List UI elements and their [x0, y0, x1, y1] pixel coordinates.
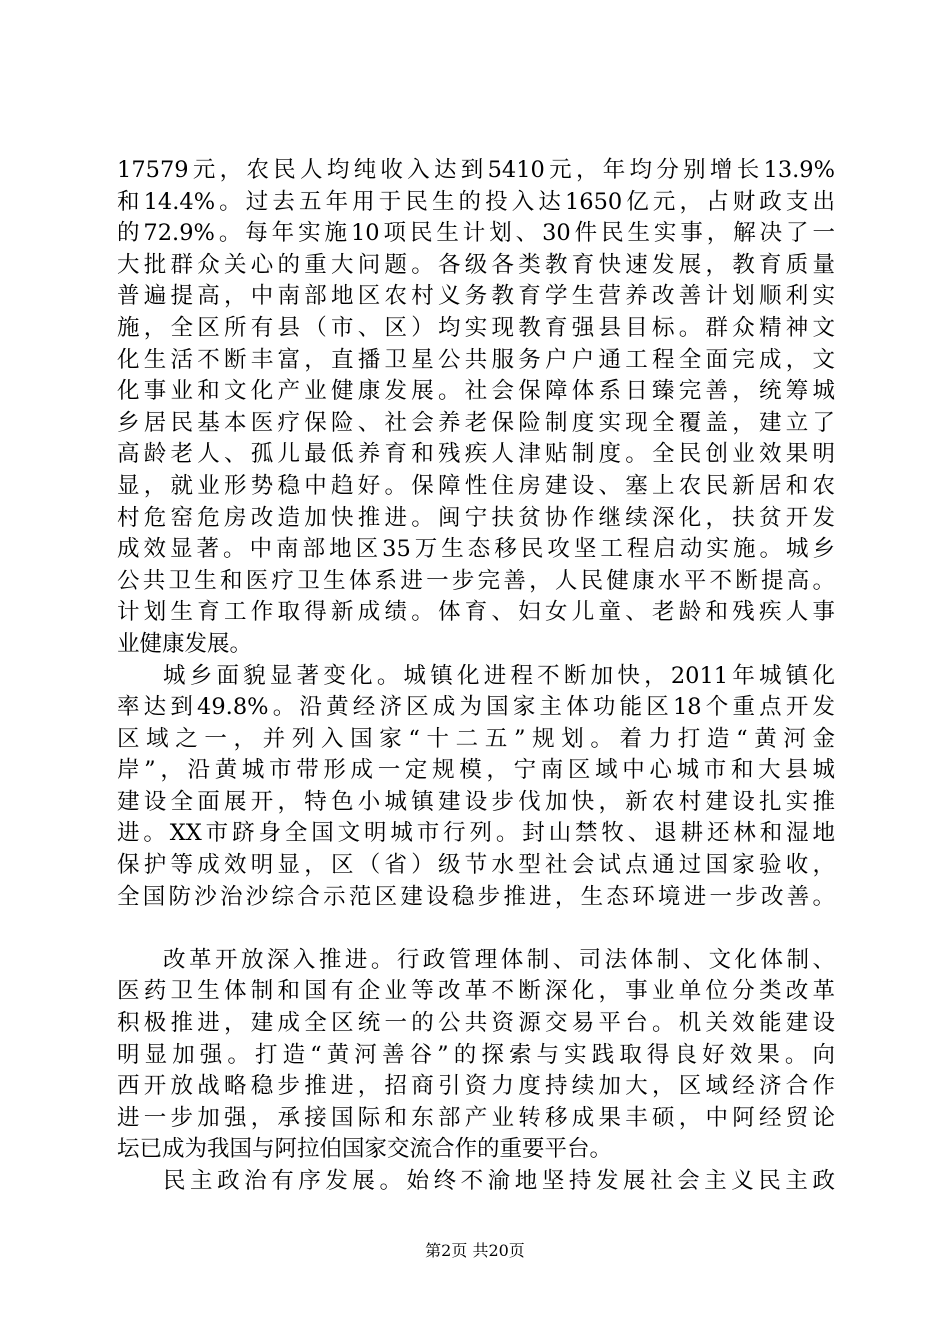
text-line: 保护等成效明显，区（省）级节水型社会试点通过国家验收， [117, 852, 835, 879]
text-line: 率达到49.8%。沿黄经济区成为国家主体功能区18个重点开发 [117, 694, 835, 721]
paragraph-gap [117, 913, 835, 945]
text-line: 全国防沙治沙综合示范区建设稳步推进，生态环境进一步改善。 [117, 883, 835, 910]
text-line: 业健康发展。 [117, 630, 253, 657]
text-line: 化生活不断丰富，直播卫星公共服务户户通工程全面完成，文 [117, 346, 835, 373]
paragraph-first-line: 改革开放深入推进。行政管理体制、司法体制、文化体制、 [163, 946, 835, 973]
paragraph-first-line: 城乡面貌显著变化。城镇化进程不断加快，2011年城镇化 [163, 662, 835, 689]
paragraph-first-line: 民主政治有序发展。始终不渝地坚持发展社会主义民主政 [163, 1168, 835, 1194]
text-line: 明显加强。打造“黄河善谷”的探索与实践取得良好效果。向 [117, 1041, 835, 1068]
text-line: 进一步加强，承接国际和东部产业转移成果丰硕，中阿经贸论 [117, 1104, 835, 1131]
text-line: 的72.9%。每年实施10项民生计划、30件民生实事，解决了一 [117, 220, 835, 247]
text-line: 计划生育工作取得新成绩。体育、妇女儿童、老龄和残疾人事 [117, 599, 835, 626]
text-line: 区域之一，并列入国家“十二五”规划。着力打造“黄河金 [117, 725, 835, 752]
text-line: 17579元，农民人均纯收入达到5410元，年均分别增长13.9% [117, 157, 835, 183]
text-line: 显，就业形势稳中趋好。保障性住房建设、塞上农民新居和农 [117, 472, 835, 499]
text-line: 进。XX市跻身全国文明城市行列。封山禁牧、退耕还林和湿地 [117, 820, 835, 847]
text-line: 普遍提高，中南部地区农村义务教育学生营养改善计划顺利实 [117, 283, 835, 310]
page-number-footer: 第2页 共20页 [425, 1241, 525, 1260]
text-line: 岸”，沿黄城市带形成一定规模，宁南区域中心城市和大县城 [117, 757, 835, 784]
text-line: 乡居民基本医疗保险、社会养老保险制度实现全覆盖，建立了 [117, 409, 835, 436]
text-line: 大批群众关心的重大问题。各级各类教育快速发展，教育质量 [117, 251, 835, 278]
text-line: 坛已成为我国与阿拉伯国家交流合作的重要平台。 [117, 1136, 613, 1163]
text-line: 公共卫生和医疗卫生体系进一步完善，人民健康水平不断提高。 [117, 567, 835, 594]
text-line: 西开放战略稳步推进，招商引资力度持续加大，区域经济合作 [117, 1073, 835, 1100]
text-line: 医药卫生体制和国有企业等改革不断深化，事业单位分类改革 [117, 978, 835, 1005]
text-line: 成效显著。中南部地区35万生态移民攻坚工程启动实施。城乡 [117, 536, 835, 563]
text-line: 和14.4%。过去五年用于民生的投入达1650亿元，占财政支出 [117, 188, 835, 215]
text-line: 村危窑危房改造加快推进。闽宁扶贫协作继续深化，扶贫开发 [117, 504, 835, 531]
text-line: 高龄老人、孤儿最低养育和残疾人津贴制度。全民创业效果明 [117, 441, 835, 468]
text-line: 积极推进，建成全区统一的公共资源交易平台。机关效能建设 [117, 1010, 835, 1037]
text-line: 化事业和文化产业健康发展。社会保障体系日臻完善，统筹城 [117, 378, 835, 405]
text-line: 施，全区所有县（市、区）均实现教育强县目标。群众精神文 [117, 314, 835, 341]
body-text [117, 155, 835, 1198]
text-line: 建设全面展开，特色小城镇建设步伐加快，新农村建设扎实推 [117, 788, 835, 815]
